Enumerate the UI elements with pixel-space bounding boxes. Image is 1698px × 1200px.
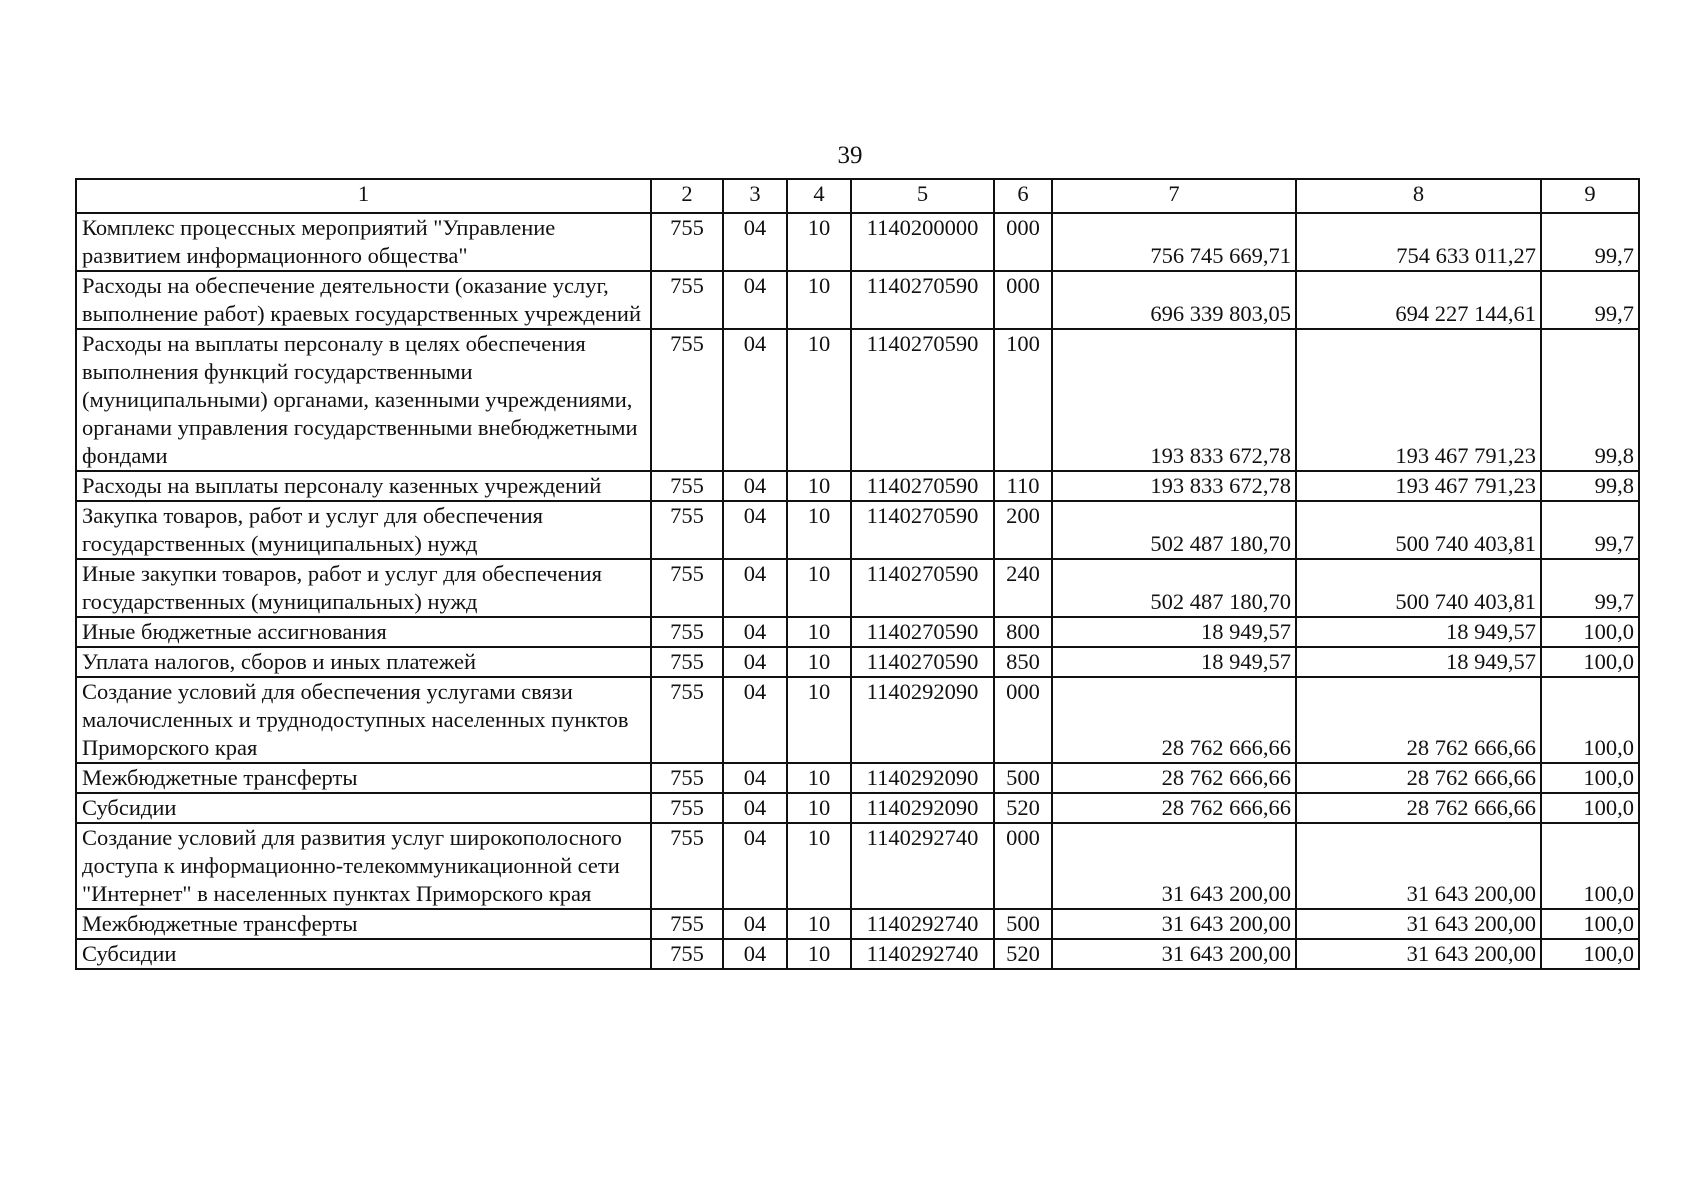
- subsection-code-cell: 10: [787, 617, 851, 647]
- expense-type-cell: 520: [994, 793, 1052, 823]
- chapter-code-cell: 755: [651, 909, 723, 939]
- table-row: [76, 559, 1639, 617]
- target-article-cell: 1140292090: [851, 793, 994, 823]
- section-code-cell: 04: [723, 793, 787, 823]
- row-name-cell: Закупка товаров, работ и услуг для обеспечения государственных (муниципальных) нужд: [76, 501, 651, 559]
- expense-type-cell: 850: [994, 647, 1052, 677]
- amount-cell: 28 762 666,66: [1052, 793, 1296, 823]
- row-name-cell: Комплекс процессных мероприятий "Управление развитием информационного общества": [76, 213, 651, 271]
- section-code-cell: 04: [723, 677, 787, 763]
- expense-type-cell: 200: [994, 501, 1052, 559]
- subsection-code-cell: 10: [787, 471, 851, 501]
- subsection-code-cell: 10: [787, 647, 851, 677]
- column-header: 3: [723, 179, 787, 213]
- amount-cell: 28 762 666,66: [1052, 763, 1296, 793]
- section-code-cell: 04: [723, 909, 787, 939]
- subsection-code-cell: 10: [787, 501, 851, 559]
- column-header: 9: [1541, 179, 1639, 213]
- executed-amount-cell: 500 740 403,81: [1296, 501, 1541, 559]
- amount-cell: 18 949,57: [1052, 617, 1296, 647]
- percent-cell: 99,7: [1541, 271, 1639, 329]
- executed-amount-cell: 193 467 791,23: [1296, 329, 1541, 471]
- amount-cell: 31 643 200,00: [1052, 823, 1296, 909]
- expense-type-cell: 100: [994, 329, 1052, 471]
- target-article-cell: 1140270590: [851, 647, 994, 677]
- subsection-code-cell: 10: [787, 939, 851, 969]
- chapter-code-cell: 755: [651, 939, 723, 969]
- chapter-code-cell: 755: [651, 793, 723, 823]
- target-article-cell: 1140270590: [851, 559, 994, 617]
- table-row: [76, 677, 1639, 763]
- chapter-code-cell: 755: [651, 501, 723, 559]
- row-name-cell: Создание условий для развития услуг широкополосного доступа к информационно-телекоммуникационной сети "Интернет" в населенных пунктах Приморского края: [76, 823, 651, 909]
- amount-cell: 193 833 672,78: [1052, 329, 1296, 471]
- table-header-row: [76, 179, 1639, 213]
- expense-type-cell: 240: [994, 559, 1052, 617]
- subsection-code-cell: 10: [787, 271, 851, 329]
- amount-cell: 502 487 180,70: [1052, 559, 1296, 617]
- table-row: [76, 329, 1639, 471]
- table-row: [76, 501, 1639, 559]
- executed-amount-cell: 18 949,57: [1296, 617, 1541, 647]
- executed-amount-cell: 28 762 666,66: [1296, 793, 1541, 823]
- executed-amount-cell: 754 633 011,27: [1296, 213, 1541, 271]
- section-code-cell: 04: [723, 471, 787, 501]
- percent-cell: 99,8: [1541, 329, 1639, 471]
- expense-type-cell: 500: [994, 763, 1052, 793]
- target-article-cell: 1140270590: [851, 471, 994, 501]
- expense-type-cell: 000: [994, 213, 1052, 271]
- executed-amount-cell: 28 762 666,66: [1296, 677, 1541, 763]
- subsection-code-cell: 10: [787, 909, 851, 939]
- subsection-code-cell: 10: [787, 793, 851, 823]
- expense-type-cell: 000: [994, 677, 1052, 763]
- amount-cell: 193 833 672,78: [1052, 471, 1296, 501]
- row-name-cell: Расходы на обеспечение деятельности (оказание услуг, выполнение работ) краевых государственных учреждений: [76, 271, 651, 329]
- percent-cell: 100,0: [1541, 763, 1639, 793]
- row-name-cell: Уплата налогов, сборов и иных платежей: [76, 647, 651, 677]
- chapter-code-cell: 755: [651, 559, 723, 617]
- chapter-code-cell: 755: [651, 271, 723, 329]
- row-name-cell: Иные бюджетные ассигнования: [76, 617, 651, 647]
- executed-amount-cell: 31 643 200,00: [1296, 939, 1541, 969]
- subsection-code-cell: 10: [787, 823, 851, 909]
- subsection-code-cell: 10: [787, 559, 851, 617]
- target-article-cell: 1140292090: [851, 677, 994, 763]
- chapter-code-cell: 755: [651, 677, 723, 763]
- amount-cell: 31 643 200,00: [1052, 939, 1296, 969]
- target-article-cell: 1140270590: [851, 501, 994, 559]
- row-name-cell: Иные закупки товаров, работ и услуг для обеспечения государственных (муниципальных) нужд: [76, 559, 651, 617]
- row-name-cell: Расходы на выплаты персоналу казенных учреждений: [76, 471, 651, 501]
- target-article-cell: 1140270590: [851, 271, 994, 329]
- section-code-cell: 04: [723, 559, 787, 617]
- chapter-code-cell: 755: [651, 617, 723, 647]
- subsection-code-cell: 10: [787, 213, 851, 271]
- percent-cell: 100,0: [1541, 909, 1639, 939]
- percent-cell: 99,8: [1541, 471, 1639, 501]
- executed-amount-cell: 18 949,57: [1296, 647, 1541, 677]
- row-name-cell: Субсидии: [76, 793, 651, 823]
- table-row: [76, 271, 1639, 329]
- amount-cell: 28 762 666,66: [1052, 677, 1296, 763]
- table-row: [76, 823, 1639, 909]
- executed-amount-cell: 193 467 791,23: [1296, 471, 1541, 501]
- budget-table: [75, 178, 1640, 970]
- table-row: [76, 763, 1639, 793]
- percent-cell: 99,7: [1541, 559, 1639, 617]
- row-name-cell: Межбюджетные трансферты: [76, 763, 651, 793]
- section-code-cell: 04: [723, 329, 787, 471]
- table-row: [76, 471, 1639, 501]
- column-header: 6: [994, 179, 1052, 213]
- table-row: [76, 617, 1639, 647]
- target-article-cell: 1140270590: [851, 617, 994, 647]
- section-code-cell: 04: [723, 763, 787, 793]
- column-header: 1: [76, 179, 651, 213]
- section-code-cell: 04: [723, 617, 787, 647]
- column-header: 8: [1296, 179, 1541, 213]
- chapter-code-cell: 755: [651, 329, 723, 471]
- column-header: 4: [787, 179, 851, 213]
- amount-cell: 31 643 200,00: [1052, 909, 1296, 939]
- page-number: 39: [837, 142, 863, 169]
- chapter-code-cell: 755: [651, 763, 723, 793]
- subsection-code-cell: 10: [787, 763, 851, 793]
- executed-amount-cell: 694 227 144,61: [1296, 271, 1541, 329]
- table-body: [76, 213, 1639, 969]
- executed-amount-cell: 31 643 200,00: [1296, 909, 1541, 939]
- amount-cell: 696 339 803,05: [1052, 271, 1296, 329]
- target-article-cell: 1140292740: [851, 823, 994, 909]
- column-header: 5: [851, 179, 994, 213]
- table-row: [76, 213, 1639, 271]
- subsection-code-cell: 10: [787, 329, 851, 471]
- percent-cell: 100,0: [1541, 617, 1639, 647]
- expense-type-cell: 520: [994, 939, 1052, 969]
- row-name-cell: Создание условий для обеспечения услугами связи малочисленных и труднодоступных населенных пунктов Приморского края: [76, 677, 651, 763]
- percent-cell: 100,0: [1541, 823, 1639, 909]
- expense-type-cell: 800: [994, 617, 1052, 647]
- percent-cell: 99,7: [1541, 213, 1639, 271]
- percent-cell: 100,0: [1541, 793, 1639, 823]
- chapter-code-cell: 755: [651, 471, 723, 501]
- amount-cell: 756 745 669,71: [1052, 213, 1296, 271]
- row-name-cell: Субсидии: [76, 939, 651, 969]
- table-row: [76, 909, 1639, 939]
- target-article-cell: 1140292090: [851, 763, 994, 793]
- percent-cell: 100,0: [1541, 939, 1639, 969]
- section-code-cell: 04: [723, 823, 787, 909]
- column-header: 7: [1052, 179, 1296, 213]
- target-article-cell: 1140292740: [851, 909, 994, 939]
- expense-type-cell: 500: [994, 909, 1052, 939]
- section-code-cell: 04: [723, 939, 787, 969]
- executed-amount-cell: 28 762 666,66: [1296, 763, 1541, 793]
- table-row: [76, 793, 1639, 823]
- amount-cell: 502 487 180,70: [1052, 501, 1296, 559]
- chapter-code-cell: 755: [651, 213, 723, 271]
- percent-cell: 100,0: [1541, 677, 1639, 763]
- table-row: [76, 647, 1639, 677]
- chapter-code-cell: 755: [651, 647, 723, 677]
- section-code-cell: 04: [723, 213, 787, 271]
- section-code-cell: 04: [723, 647, 787, 677]
- target-article-cell: 1140200000: [851, 213, 994, 271]
- expense-type-cell: 000: [994, 823, 1052, 909]
- chapter-code-cell: 755: [651, 823, 723, 909]
- column-header: 2: [651, 179, 723, 213]
- target-article-cell: 1140270590: [851, 329, 994, 471]
- subsection-code-cell: 10: [787, 677, 851, 763]
- amount-cell: 18 949,57: [1052, 647, 1296, 677]
- row-name-cell: Межбюджетные трансферты: [76, 909, 651, 939]
- percent-cell: 99,7: [1541, 501, 1639, 559]
- executed-amount-cell: 500 740 403,81: [1296, 559, 1541, 617]
- percent-cell: 100,0: [1541, 647, 1639, 677]
- table-row: [76, 939, 1639, 969]
- section-code-cell: 04: [723, 501, 787, 559]
- row-name-cell: Расходы на выплаты персоналу в целях обеспечения выполнения функций государственными (муниципальными) органами, казенными учреждениями, органами управления государственными внебюджетными фондами: [76, 329, 651, 471]
- section-code-cell: 04: [723, 271, 787, 329]
- expense-type-cell: 110: [994, 471, 1052, 501]
- executed-amount-cell: 31 643 200,00: [1296, 823, 1541, 909]
- expense-type-cell: 000: [994, 271, 1052, 329]
- target-article-cell: 1140292740: [851, 939, 994, 969]
